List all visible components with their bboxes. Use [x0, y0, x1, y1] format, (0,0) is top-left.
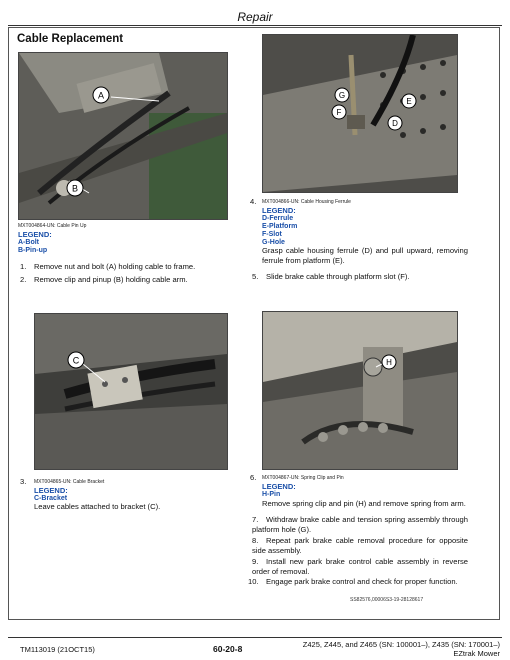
step-text: Install new park brake control cable assembly in reverse order of removal.: [252, 557, 468, 576]
footer-page-number: 60-20-8: [213, 644, 243, 654]
figure-4-legend-item: H-Pin: [262, 491, 281, 498]
figure-1-legend-item: B-Pin-up: [18, 247, 48, 254]
callout-g-label: G: [338, 91, 346, 100]
step-number: 1.: [20, 262, 27, 271]
figure-2-legend-title: LEGEND:: [262, 206, 296, 215]
header-divider: [8, 25, 502, 26]
figure-1-caption: MXT004864-UN: Cable Pin Up: [18, 223, 87, 229]
step-4-text: Grasp cable housing ferrule (D) and pull upward, removing ferrule from platform (E).: [262, 246, 468, 265]
callout-c-label: C: [72, 355, 80, 366]
footer-doc-id: TM113019 (21OCT15): [20, 645, 95, 654]
step-number: 9.: [252, 557, 259, 566]
figure-3-legend-title: LEGEND:: [34, 486, 68, 495]
step-text: Slide brake cable through platform slot (F).: [266, 272, 410, 281]
figure-2-caption: MXT004866-UN: Cable Housing Ferrule: [262, 199, 351, 205]
figure-2-legend-item: E-Platform: [262, 223, 298, 230]
step-1: [20, 262, 235, 272]
step-7: [252, 515, 468, 534]
callout-f-label: F: [336, 108, 342, 117]
page-header-title: Repair: [237, 10, 273, 24]
callout-e-label: E: [406, 97, 412, 106]
figure-1-legend-title: LEGEND:: [18, 230, 52, 239]
figure-3-caption: MXT004865-UN: Cable Bracket: [34, 479, 105, 485]
callout-e: [402, 94, 416, 108]
step-number: 10.: [248, 577, 259, 586]
step-10: [248, 577, 473, 587]
step-8: [252, 536, 468, 555]
photo-cable-housing-ferrule: [262, 34, 458, 193]
footer-divider: [8, 637, 502, 638]
step-number: 5.: [252, 272, 259, 281]
step-2: [20, 275, 235, 285]
figure-3-legend-item: C-Bracket: [34, 495, 68, 502]
figure-3-step-number: 3.: [20, 477, 27, 486]
figure-4-caption: MXT004867-UN: Spring Clip and Pin: [262, 475, 344, 481]
callout-d-label: D: [392, 119, 398, 128]
callout-h-label: H: [386, 358, 392, 367]
step-text: Remove nut and bolt (A) holding cable to frame.: [34, 262, 196, 271]
step-text: Engage park brake control and check for proper function.: [266, 577, 458, 586]
photo-cable-pin-up: [18, 52, 228, 220]
callout-g: [335, 88, 349, 102]
step-9: [252, 557, 468, 576]
figure-2-legend-item: F-Slot: [262, 231, 282, 238]
step-text: Withdraw brake cable and tension spring assembly through platform hole (G).: [252, 515, 468, 534]
step-text: Repeat park brake cable removal procedure for opposite side assembly.: [252, 536, 468, 555]
figure-4-step-number: 6.: [250, 473, 257, 482]
step-3-text: Leave cables attached to bracket (C).: [34, 502, 161, 511]
section-title: Cable Replacement: [17, 33, 124, 45]
reference-code: SS82576,00006S3-19-28128617: [350, 597, 424, 603]
step-number: 8.: [252, 536, 259, 545]
step-5: [252, 272, 472, 282]
callout-f: [332, 105, 346, 119]
callout-d: [388, 116, 402, 130]
step-number: 7.: [252, 515, 259, 524]
figure-4-legend-title: LEGEND:: [262, 482, 296, 491]
step-text: Remove clip and pinup (B) holding cable arm.: [34, 275, 188, 284]
callout-a-label: A: [97, 90, 105, 101]
figure-1-legend-item: A-Bolt: [18, 239, 39, 246]
footer-models: Z425, Z445, and Z465 (SN: 100001–), Z435 (SN: 170001–): [302, 640, 500, 649]
callout-c: [68, 352, 84, 368]
figure-2-legend-item: D-Ferrule: [262, 215, 294, 222]
photo-spring-clip-and-pin: [262, 311, 458, 470]
figure-2-step-number: 4.: [250, 197, 257, 206]
step-number: 2.: [20, 275, 27, 284]
step-6-text: Remove spring clip and pin (H) and remove spring from arm.: [262, 499, 466, 508]
callout-b: [67, 180, 83, 196]
figure-2-legend-item: G-Hole: [262, 239, 285, 246]
callout-b-label: B: [71, 183, 79, 194]
callout-a: [93, 87, 109, 103]
photo-cable-bracket: [34, 313, 228, 470]
footer-product: EZtrak Mower: [453, 649, 500, 658]
callout-h: [382, 355, 396, 369]
